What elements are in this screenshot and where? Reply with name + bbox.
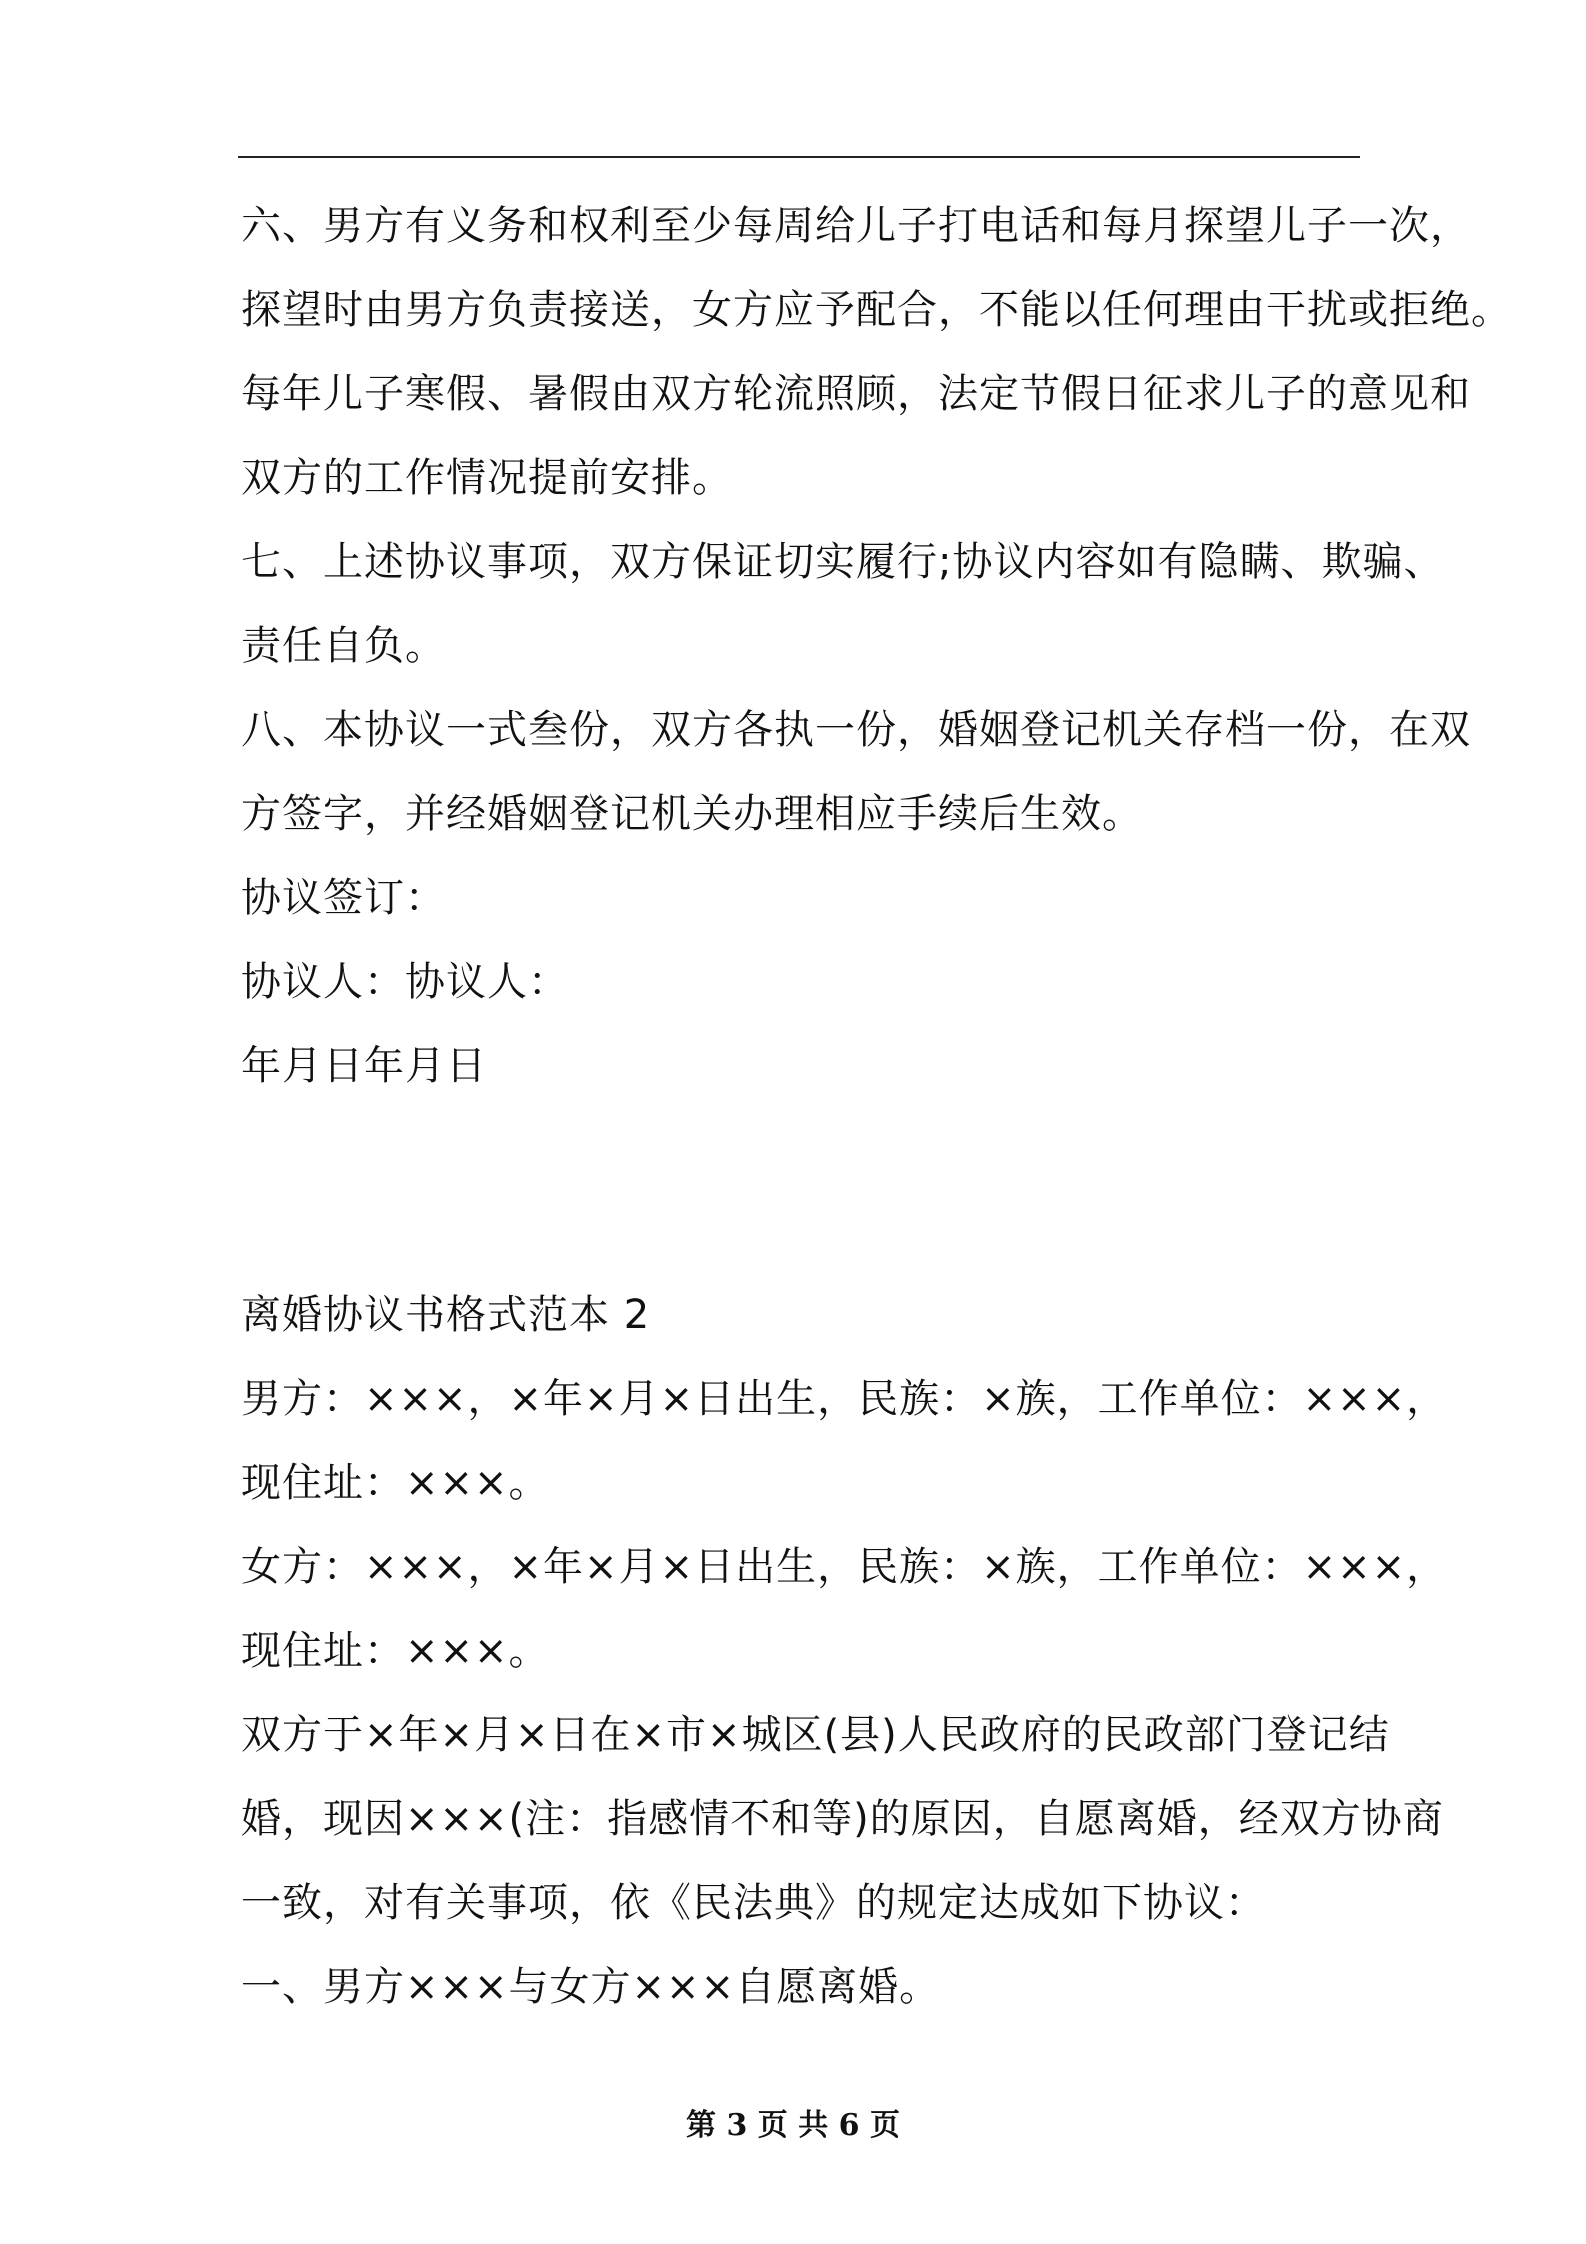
paragraph-line: 一致，对有关事项，依《民法典》的规定达成如下协议： bbox=[241, 1880, 1266, 1926]
paragraph-line: 探望时由男方负责接送，女方应予配合，不能以任何理由干扰或拒绝。 bbox=[241, 287, 1512, 333]
section-gap bbox=[241, 1108, 1360, 1273]
signing-heading: 协议签订： bbox=[241, 875, 446, 921]
document-body bbox=[241, 184, 1512, 2029]
paragraph-line: 婚，现因×××(注：指感情不和等)的原因，自愿离婚，经双方协商 bbox=[241, 1796, 1444, 1842]
paragraph-line: 双方的工作情况提前安排。 bbox=[241, 455, 733, 501]
date-line: 年月日年月日 bbox=[241, 1043, 487, 1089]
paragraph-line: 六、男方有义务和权利至少每周给儿子打电话和每月探望儿子一次， bbox=[241, 203, 1471, 249]
page-footer bbox=[0, 2100, 1586, 2144]
paragraph-line: 现住址：×××。 bbox=[241, 1628, 550, 1674]
paragraph-line: 一、男方×××与女方×××自愿离婚。 bbox=[241, 1964, 941, 2010]
paragraph-line: 女方：×××，×年×月×日出生，民族：×族，工作单位：×××， bbox=[241, 1544, 1448, 1590]
paragraph-line: 现住址：×××。 bbox=[241, 1460, 550, 1506]
paragraph-line: 七、上述协议事项，双方保证切实履行;协议内容如有隐瞒、欺骗、 bbox=[241, 539, 1445, 585]
paragraph-line: 方签字，并经婚姻登记机关办理相应手续后生效。 bbox=[241, 791, 1143, 837]
paragraph-line: 每年儿子寒假、暑假由双方轮流照顾，法定节假日征求儿子的意见和 bbox=[241, 371, 1471, 417]
page-number: 第 3 页 共 6 页 bbox=[686, 2108, 900, 2143]
header-rule bbox=[238, 156, 1360, 158]
paragraph-line: 双方于×年×月×日在×市×城区(县)人民政府的民政部门登记结 bbox=[241, 1712, 1390, 1758]
paragraph-line: 八、本协议一式叁份，双方各执一份，婚姻登记机关存档一份，在双 bbox=[241, 707, 1471, 753]
paragraph-line: 男方：×××，×年×月×日出生，民族：×族，工作单位：×××， bbox=[241, 1376, 1448, 1422]
section-title: 离婚协议书格式范本 2 bbox=[241, 1292, 651, 1338]
signatory-line: 协议人：协议人： bbox=[241, 959, 569, 1005]
paragraph-line: 责任自负。 bbox=[241, 623, 446, 669]
